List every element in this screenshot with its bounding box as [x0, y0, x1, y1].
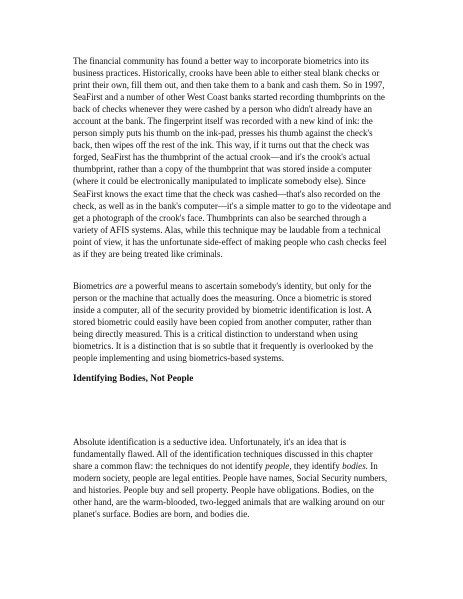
text-line: modern society, people are legal entities. People have names, Social Security numbers,	[73, 473, 388, 484]
text-line: (where it could be electronically manipulated to implicate somebody else). Since	[73, 176, 366, 187]
text-line: Absolute identification is a seductive idea. Unfortunately, it's an idea that is	[73, 437, 347, 447]
text-run: a powerful means to ascertain somebody's identity, but only for the	[126, 281, 372, 291]
text-line: being directly measured. This is a critical distinction to understand when using	[73, 329, 358, 340]
text-line: variety of AFIS systems. Alas, while this technique may be laudable from a technical	[73, 224, 381, 235]
text-line: SeaFirst knows the exact time that the check was cashed—that's also recorded on the	[73, 188, 381, 199]
text-line: biometrics. It is a distinction that is so subtle that it frequently is overlooked by the	[73, 341, 374, 352]
text-line	[73, 460, 399, 472]
text-line: inside a computer, all of the security provided by biometric identification is lost. A	[73, 305, 372, 316]
text-line: and histories. People buy and sell property. People have obligations. Bodies, on the	[73, 485, 374, 496]
text-line: back, then wipes off the rest of the ink. This way, if it turns out that the check was	[73, 140, 370, 151]
text-line: business practices. Historically, crooks have been able to either steal blank checks or	[73, 68, 380, 79]
text-line: The financial community has found a better way to incorporate biometrics into its	[73, 56, 369, 66]
text-line: point of view, it has the unfortunate side-effect of making people who cash checks feel	[73, 236, 387, 247]
text-run: share a common flaw: the techniques do not identify	[73, 461, 266, 472]
text-line: planet's surface. Bodies are born, and bodies die.	[73, 509, 250, 520]
text-run: In	[367, 461, 378, 472]
paragraph-thumbprint-checks	[73, 55, 399, 260]
text-line: back of checks whenever they were cashed by a person who didn't already have an	[73, 104, 373, 115]
text-line: as if they are being treated like criminals.	[73, 248, 223, 259]
text-line: thumbprint, rather than a copy of the thumbprint that was stored inside a computer	[73, 164, 372, 175]
text-line: forged, SeaFirst has the thumbprint of the actual crook—and it's the crook's actual	[73, 152, 371, 163]
emphasis-text: people,	[265, 461, 292, 472]
text-line: print their own, fill them out, and then take them to a bank and cash them. So in 1997,	[73, 80, 385, 91]
text-line: account at the bank. The fingerprint itself was recorded with a new kind of ink: the	[73, 116, 373, 127]
text-line: stored biometric could easily have been copied from another computer, rather than	[73, 317, 372, 328]
paragraph-absolute-identification	[73, 436, 399, 520]
emphasis-text: are	[114, 281, 127, 291]
text-line: fundamentally flawed. All of the identification techniques discussed in this chapter	[73, 449, 373, 460]
text-line: person or the machine that actually does the measuring. Once a biometric is stored	[73, 293, 372, 304]
text-line	[73, 280, 399, 292]
text-line: SeaFirst and a number of other West Coast banks started recording thumbprints on the	[73, 92, 385, 103]
text-run: they identify	[291, 461, 343, 472]
text-line: check, as well as in the bank's computer—it's a simple matter to go to the videotape and	[73, 200, 392, 211]
text-line: other hand, are the warm-blooded, two-legged animals that are walking around on our	[73, 497, 385, 508]
text-line: people implementing and using biometrics-based systems.	[73, 353, 285, 364]
text-line: get a photograph of the crook's face. Thumbprints can also be searched through a	[73, 212, 367, 223]
text-line: person simply puts his thumb on the ink-pad, presses his thumb against the check's	[73, 128, 373, 139]
text-run: Biometrics	[73, 281, 115, 291]
emphasis-text: bodies.	[342, 461, 368, 472]
section-heading: Identifying Bodies, Not People	[73, 374, 194, 384]
paragraph-biometrics-stored	[73, 280, 399, 364]
